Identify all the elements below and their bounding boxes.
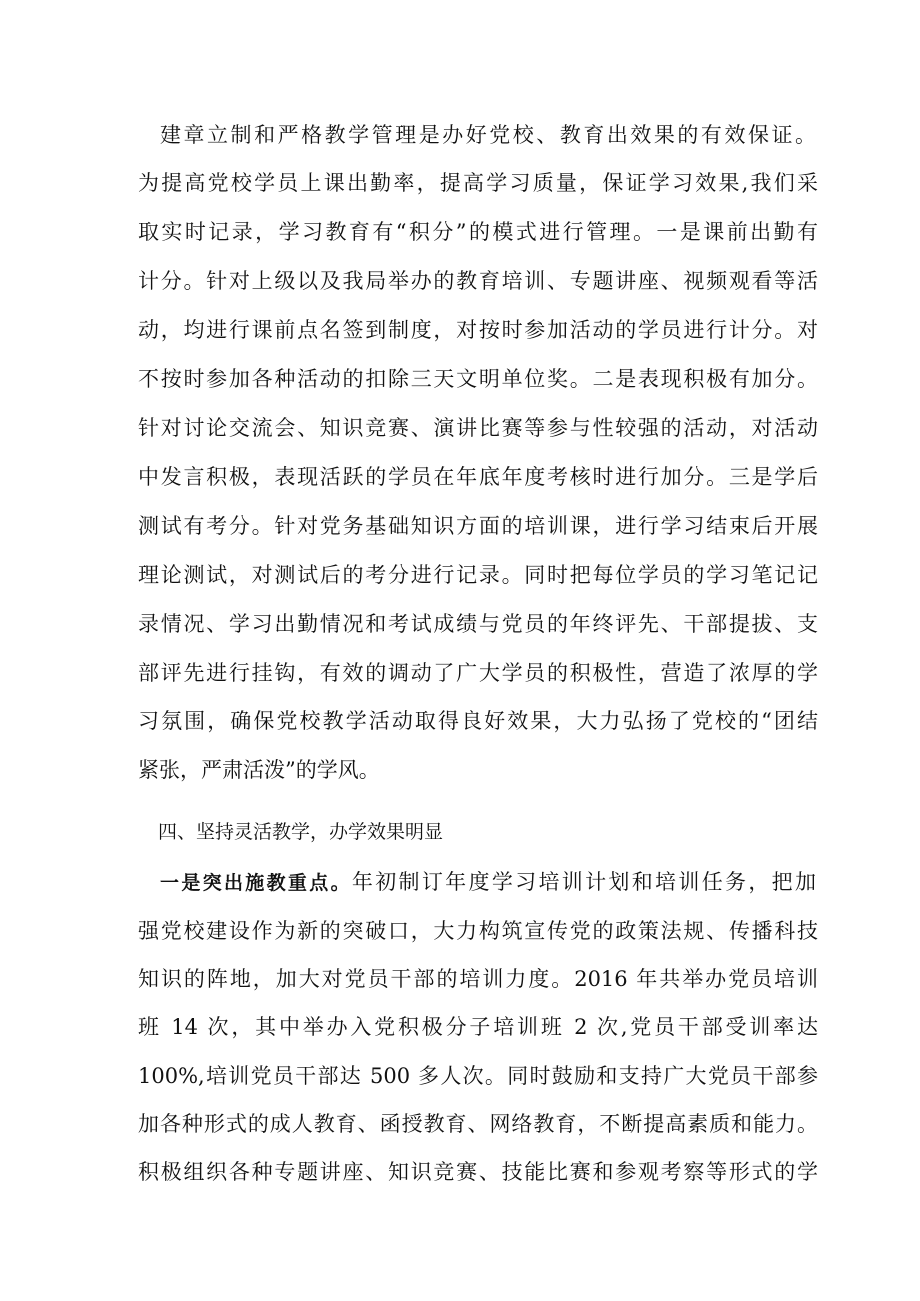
paragraph-1-line-6: 不按时参加各种活动的扣除三天文明单位奖。二是表现积极有加分。 [138, 367, 818, 391]
section-heading: 四、坚持灵活教学，办学效果明显 [158, 821, 444, 843]
paragraph-1-line-2: 为提高党校学员上课出勤率，提高学习质量，保证学习效果,我们采 [138, 171, 818, 195]
paragraph-1-line-3: 取实时记录，学习教育有“积分”的模式进行管理。一是课前出勤有 [138, 220, 818, 244]
paragraph-1-line-12: 部评先进行挂钩，有效的调动了广大学员的积极性，营造了浓厚的学 [138, 661, 818, 685]
paragraph-1-line-7: 针对讨论交流会、知识竞赛、演讲比赛等参与性较强的活动，对活动 [138, 416, 818, 440]
paragraph-2-line-3: 知识的阵地，加大对党员干部的培训力度。2016 年共举办党员培训 [138, 967, 818, 991]
paragraph-2-lead: 一是突出施教重点。 [160, 872, 352, 894]
paragraph-1-line-5: 动，均进行课前点名签到制度，对按时参加活动的学员进行计分。对 [138, 318, 818, 342]
paragraph-2-line-4: 班 14 次，其中举办入党积极分子培训班 2 次,党员干部受训率达 [138, 1015, 818, 1039]
paragraph-1-line-4: 计分。针对上级以及我局举办的教育培训、专题讲座、视频观看等活 [138, 269, 818, 293]
paragraph-2-line-7: 积极组织各种专题讲座、知识竞赛、技能比赛和参观考察等形式的学 [138, 1160, 818, 1184]
paragraph-1-line-10: 理论测试，对测试后的考分进行记录。同时把每位学员的学习笔记记 [138, 563, 818, 587]
paragraph-2-line-2: 强党校建设作为新的突破口，大力构筑宣传党的政策法规、传播科技 [138, 919, 818, 943]
paragraph-1-line-8: 中发言积极，表现活跃的学员在年底年度考核时进行加分。三是学后 [138, 465, 818, 489]
paragraph-2-line-5: 100%,培训党员干部达 500 多人次。同时鼓励和支持广大党员干部参 [138, 1064, 818, 1088]
paragraph-2-line-1 [160, 862, 816, 902]
paragraph-1-line-9: 测试有考分。针对党务基础知识方面的培训课，进行学习结束后开展 [138, 514, 818, 538]
paragraph-1-line-11: 录情况、学习出勤情况和考试成绩与党员的年终评先、干部提拔、支 [138, 612, 818, 636]
paragraph-2-line-6: 加各种形式的成人教育、函授教育、网络教育，不断提高素质和能力。 [138, 1112, 818, 1136]
paragraph-2-line-1-text: 年初制订年度学习培训计划和培训任务，把加 [351, 870, 816, 894]
paragraph-1-line-13: 习氛围，确保党校教学活动取得良好效果，大力弘扬了党校的“团结 [138, 709, 818, 733]
paragraph-1-line-1: 建章立制和严格教学管理是办好党校、教育出效果的有效保证。 [160, 123, 816, 147]
paragraph-1-line-14: 紧张，严肃活泼”的学风。 [138, 758, 380, 782]
